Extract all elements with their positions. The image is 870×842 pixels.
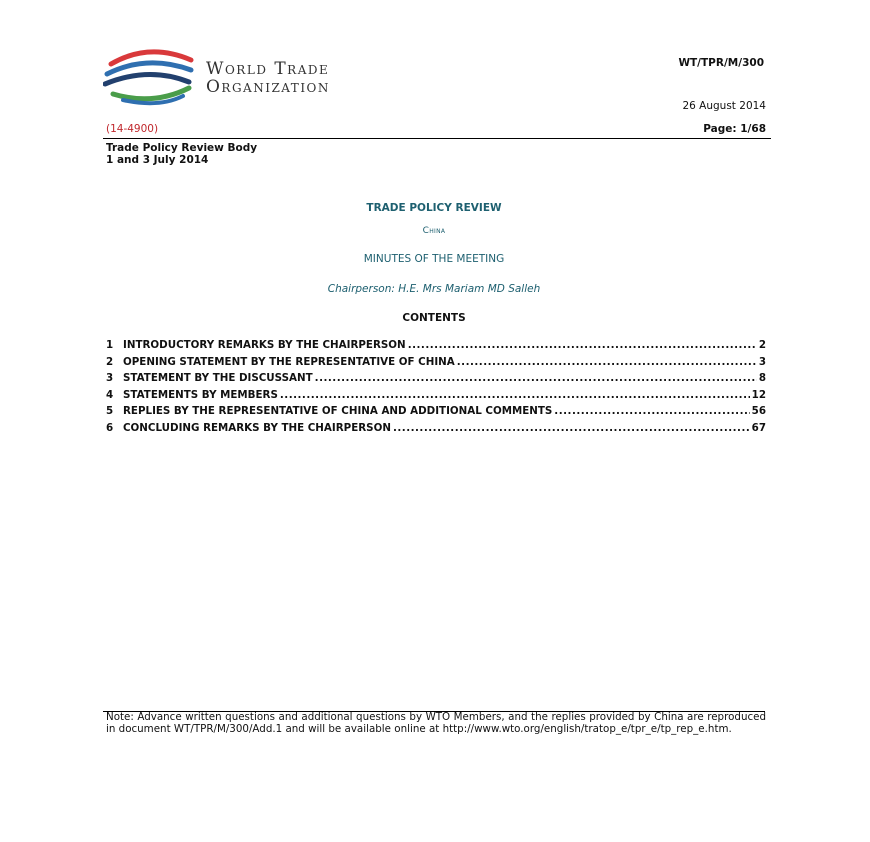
toc-entry[interactable]	[106, 372, 766, 389]
logo-arc-dark	[105, 74, 189, 84]
toc-page: 8	[758, 372, 766, 385]
toc-entry[interactable]	[106, 405, 766, 422]
toc-title: REPLIES BY THE REPRESENTATIVE OF CHINA AND ADDITIONAL COMMENTS	[123, 405, 553, 418]
toc-number: 5	[106, 405, 114, 418]
org-name-line2: Organization	[206, 77, 330, 97]
toc-leader	[393, 422, 750, 434]
toc-page: 2	[758, 339, 766, 351]
table-of-contents	[106, 339, 766, 439]
toc-leader	[280, 389, 750, 401]
contents-heading: CONTENTS	[402, 312, 466, 324]
toc-entry[interactable]	[106, 389, 766, 406]
toc-title: STATEMENT BY THE DISCUSSANT	[123, 372, 313, 385]
body-info	[106, 142, 257, 166]
toc-number: 2	[106, 355, 114, 368]
country-name: China	[422, 226, 446, 236]
header-divider	[103, 138, 771, 139]
organization-name	[206, 60, 330, 96]
toc-entry[interactable]	[106, 356, 766, 373]
document-date: 26 August 2014	[682, 100, 766, 112]
document-title: TRADE POLICY REVIEW	[366, 202, 502, 214]
toc-page: 56	[751, 405, 766, 418]
meeting-dates: 1 and 3 July 2014	[106, 154, 209, 166]
toc-page: 67	[751, 421, 766, 434]
toc-leader	[554, 405, 749, 417]
toc-leader	[408, 339, 757, 351]
toc-number: 6	[106, 421, 114, 434]
wto-logo	[103, 48, 195, 106]
toc-page: 3	[758, 355, 766, 368]
page-number: Page: 1/68	[703, 123, 766, 135]
document-subtitle: MINUTES OF THE MEETING	[363, 253, 505, 265]
toc-title: STATEMENTS BY MEMBERS	[123, 388, 278, 401]
toc-entry[interactable]	[106, 339, 766, 356]
toc-page: 12	[751, 388, 766, 401]
toc-title: OPENING STATEMENT BY THE REPRESENTATIVE OF CHINA	[123, 355, 455, 368]
footnote: Note: Advance written questions and additional questions by WTO Members, and the replies provided by China are reproduced in document WT/TPR/M/300/Add.1 and will be available online at http://www.wto.org/english/tratop_e/tpr_e/tp_rep_e.htm.	[106, 711, 766, 735]
chairperson: Chairperson: H.E. Mrs Mariam MD Salleh	[327, 283, 541, 295]
document-symbol: WT/TPR/M/300	[678, 57, 764, 69]
document-reference: (14-4900)	[106, 123, 159, 135]
toc-leader	[315, 372, 757, 384]
toc-title: CONCLUDING REMARKS BY THE CHAIRPERSON	[123, 421, 391, 434]
toc-entry[interactable]	[106, 422, 766, 439]
body-name: Trade Policy Review Body	[106, 142, 258, 154]
toc-number: 4	[106, 388, 114, 401]
toc-leader	[457, 356, 757, 368]
toc-number: 1	[106, 339, 114, 351]
toc-number: 3	[106, 372, 114, 385]
org-name-line1: World Trade	[206, 59, 330, 79]
toc-title: INTRODUCTORY REMARKS BY THE CHAIRPERSON	[123, 339, 406, 351]
